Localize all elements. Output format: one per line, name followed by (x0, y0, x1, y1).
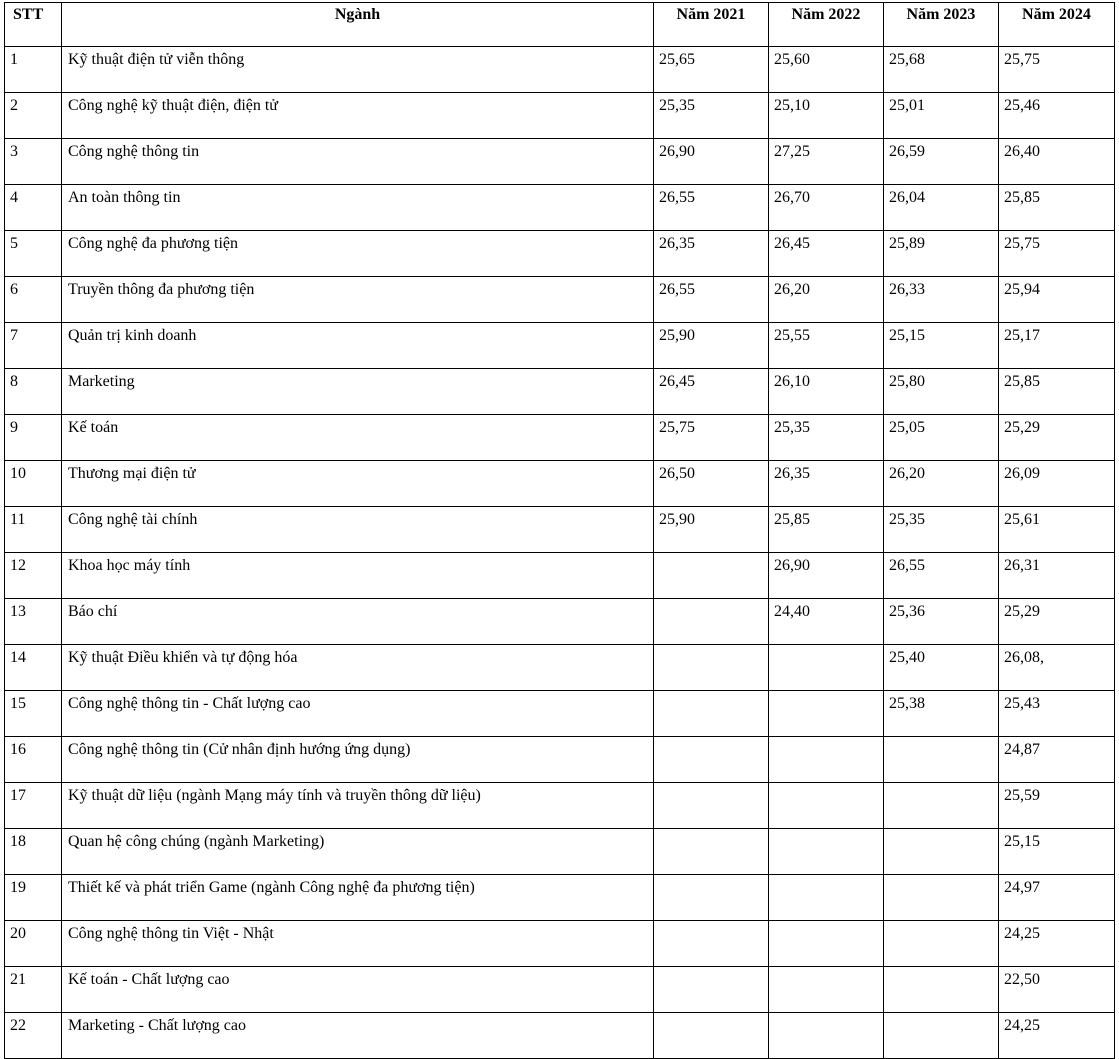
score-2021-cell (654, 553, 769, 599)
table-row (5, 139, 1115, 185)
major-cell: Kỹ thuật Điều khiển và tự động hóa (62, 645, 654, 691)
header-row (5, 3, 1115, 47)
stt-cell: 4 (5, 185, 62, 231)
score-2021-cell: 26,35 (654, 231, 769, 277)
score-2021-cell: 26,55 (654, 185, 769, 231)
major-cell: Báo chí (62, 599, 654, 645)
score-2022-cell (769, 645, 884, 691)
score-2022-cell (769, 967, 884, 1013)
table-row (5, 737, 1115, 783)
score-2022-cell (769, 921, 884, 967)
score-2023-cell: 26,59 (884, 139, 999, 185)
major-cell: Kỹ thuật dữ liệu (ngành Mạng máy tính và truyền thông dữ liệu) (62, 783, 654, 829)
major-cell: An toàn thông tin (62, 185, 654, 231)
table-row (5, 323, 1115, 369)
table-row (5, 507, 1115, 553)
stt-cell: 19 (5, 875, 62, 921)
major-cell: Truyền thông đa phương tiện (62, 277, 654, 323)
score-2021-cell (654, 921, 769, 967)
major-cell: Kế toán - Chất lượng cao (62, 967, 654, 1013)
major-cell: Thương mại điện tử (62, 461, 654, 507)
score-2022-cell: 26,70 (769, 185, 884, 231)
score-2022-cell: 26,10 (769, 369, 884, 415)
score-2024-cell: 22,50 (999, 967, 1115, 1013)
score-2023-cell: 25,35 (884, 507, 999, 553)
major-cell: Quản trị kinh doanh (62, 323, 654, 369)
header-2022: Năm 2022 (769, 3, 884, 47)
table-row (5, 691, 1115, 737)
table-header (5, 3, 1115, 47)
major-cell: Công nghệ tài chính (62, 507, 654, 553)
score-2024-cell: 26,31 (999, 553, 1115, 599)
table-row (5, 47, 1115, 93)
table-row (5, 967, 1115, 1013)
score-2023-cell: 26,20 (884, 461, 999, 507)
stt-cell: 5 (5, 231, 62, 277)
stt-cell: 18 (5, 829, 62, 875)
score-2022-cell: 25,35 (769, 415, 884, 461)
score-2021-cell: 25,90 (654, 507, 769, 553)
major-cell: Kỹ thuật điện tử viễn thông (62, 47, 654, 93)
stt-cell: 1 (5, 47, 62, 93)
table-row (5, 599, 1115, 645)
table-row (5, 93, 1115, 139)
score-2022-cell (769, 737, 884, 783)
score-2023-cell (884, 921, 999, 967)
score-2024-cell: 24,25 (999, 921, 1115, 967)
score-2021-cell: 26,45 (654, 369, 769, 415)
header-2023: Năm 2023 (884, 3, 999, 47)
header-nganh: Ngành (62, 3, 654, 47)
score-2021-cell (654, 829, 769, 875)
major-cell: Công nghệ kỹ thuật điện, điện tử (62, 93, 654, 139)
score-2021-cell: 26,50 (654, 461, 769, 507)
table-row (5, 921, 1115, 967)
score-2024-cell: 26,09 (999, 461, 1115, 507)
table-row (5, 277, 1115, 323)
score-2021-cell (654, 645, 769, 691)
score-2021-cell: 25,90 (654, 323, 769, 369)
score-2023-cell (884, 1013, 999, 1059)
stt-cell: 11 (5, 507, 62, 553)
table-row (5, 875, 1115, 921)
score-2023-cell (884, 875, 999, 921)
score-2023-cell: 25,80 (884, 369, 999, 415)
score-2024-cell: 24,87 (999, 737, 1115, 783)
score-2024-cell: 25,43 (999, 691, 1115, 737)
score-2024-cell: 25,29 (999, 415, 1115, 461)
score-2024-cell: 24,97 (999, 875, 1115, 921)
score-2023-cell: 25,89 (884, 231, 999, 277)
stt-cell: 20 (5, 921, 62, 967)
score-2022-cell: 26,45 (769, 231, 884, 277)
score-2021-cell (654, 1013, 769, 1059)
score-2022-cell: 25,60 (769, 47, 884, 93)
major-cell: Công nghệ thông tin - Chất lượng cao (62, 691, 654, 737)
score-2023-cell: 25,01 (884, 93, 999, 139)
major-cell: Kế toán (62, 415, 654, 461)
major-cell: Quan hệ công chúng (ngành Marketing) (62, 829, 654, 875)
header-2021: Năm 2021 (654, 3, 769, 47)
score-2024-cell: 25,75 (999, 47, 1115, 93)
score-2023-cell (884, 967, 999, 1013)
score-2024-cell: 26,40 (999, 139, 1115, 185)
stt-cell: 2 (5, 93, 62, 139)
stt-cell: 9 (5, 415, 62, 461)
score-2023-cell (884, 829, 999, 875)
table-row (5, 783, 1115, 829)
score-2023-cell: 25,15 (884, 323, 999, 369)
score-2022-cell: 27,25 (769, 139, 884, 185)
major-cell: Khoa học máy tính (62, 553, 654, 599)
score-2023-cell: 25,40 (884, 645, 999, 691)
score-2024-cell: 25,85 (999, 369, 1115, 415)
major-cell: Công nghệ thông tin (Cử nhân định hướng ứng dụng) (62, 737, 654, 783)
stt-cell: 16 (5, 737, 62, 783)
major-cell: Công nghệ thông tin Việt - Nhật (62, 921, 654, 967)
score-2022-cell (769, 691, 884, 737)
score-2023-cell: 26,33 (884, 277, 999, 323)
score-2022-cell (769, 783, 884, 829)
table-row (5, 645, 1115, 691)
score-2024-cell: 25,75 (999, 231, 1115, 277)
table-row (5, 231, 1115, 277)
score-2022-cell (769, 829, 884, 875)
major-cell: Marketing - Chất lượng cao (62, 1013, 654, 1059)
score-2023-cell: 26,04 (884, 185, 999, 231)
header-stt: STT (5, 3, 62, 47)
table-row (5, 415, 1115, 461)
header-2024: Năm 2024 (999, 3, 1115, 47)
score-2022-cell (769, 1013, 884, 1059)
stt-cell: 15 (5, 691, 62, 737)
score-2021-cell: 25,75 (654, 415, 769, 461)
score-2023-cell: 25,68 (884, 47, 999, 93)
score-2024-cell: 25,15 (999, 829, 1115, 875)
major-cell: Thiết kế và phát triển Game (ngành Công nghệ đa phương tiện) (62, 875, 654, 921)
score-2022-cell: 26,20 (769, 277, 884, 323)
score-2023-cell (884, 737, 999, 783)
score-2022-cell: 26,35 (769, 461, 884, 507)
stt-cell: 21 (5, 967, 62, 1013)
table-row (5, 461, 1115, 507)
major-cell: Marketing (62, 369, 654, 415)
score-2021-cell (654, 599, 769, 645)
major-cell: Công nghệ đa phương tiện (62, 231, 654, 277)
score-2022-cell: 25,55 (769, 323, 884, 369)
score-2021-cell (654, 967, 769, 1013)
score-2022-cell: 25,10 (769, 93, 884, 139)
score-2024-cell: 25,85 (999, 185, 1115, 231)
stt-cell: 17 (5, 783, 62, 829)
score-2021-cell: 26,90 (654, 139, 769, 185)
score-2021-cell (654, 691, 769, 737)
score-2022-cell: 24,40 (769, 599, 884, 645)
major-cell: Công nghệ thông tin (62, 139, 654, 185)
stt-cell: 12 (5, 553, 62, 599)
score-2021-cell (654, 875, 769, 921)
score-2023-cell (884, 783, 999, 829)
score-2024-cell: 25,29 (999, 599, 1115, 645)
stt-cell: 6 (5, 277, 62, 323)
score-2022-cell: 26,90 (769, 553, 884, 599)
table-row (5, 369, 1115, 415)
stt-cell: 22 (5, 1013, 62, 1059)
score-2021-cell: 25,65 (654, 47, 769, 93)
score-2024-cell: 25,46 (999, 93, 1115, 139)
stt-cell: 8 (5, 369, 62, 415)
table-body (5, 47, 1115, 1059)
stt-cell: 14 (5, 645, 62, 691)
stt-cell: 13 (5, 599, 62, 645)
table-row (5, 185, 1115, 231)
score-2022-cell: 25,85 (769, 507, 884, 553)
score-2024-cell: 25,17 (999, 323, 1115, 369)
score-2021-cell (654, 783, 769, 829)
score-2021-cell: 25,35 (654, 93, 769, 139)
score-2024-cell: 25,94 (999, 277, 1115, 323)
stt-cell: 3 (5, 139, 62, 185)
score-2024-cell: 24,25 (999, 1013, 1115, 1059)
score-2024-cell: 25,61 (999, 507, 1115, 553)
score-2022-cell (769, 875, 884, 921)
stt-cell: 7 (5, 323, 62, 369)
table-row (5, 1013, 1115, 1059)
score-2023-cell: 26,55 (884, 553, 999, 599)
table-row (5, 829, 1115, 875)
score-2021-cell: 26,55 (654, 277, 769, 323)
score-2023-cell: 25,05 (884, 415, 999, 461)
score-2023-cell: 25,36 (884, 599, 999, 645)
score-2021-cell (654, 737, 769, 783)
score-2024-cell: 26,08, (999, 645, 1115, 691)
stt-cell: 10 (5, 461, 62, 507)
score-2023-cell: 25,38 (884, 691, 999, 737)
table-row (5, 553, 1115, 599)
admission-scores-table (4, 2, 1115, 1059)
score-2024-cell: 25,59 (999, 783, 1115, 829)
